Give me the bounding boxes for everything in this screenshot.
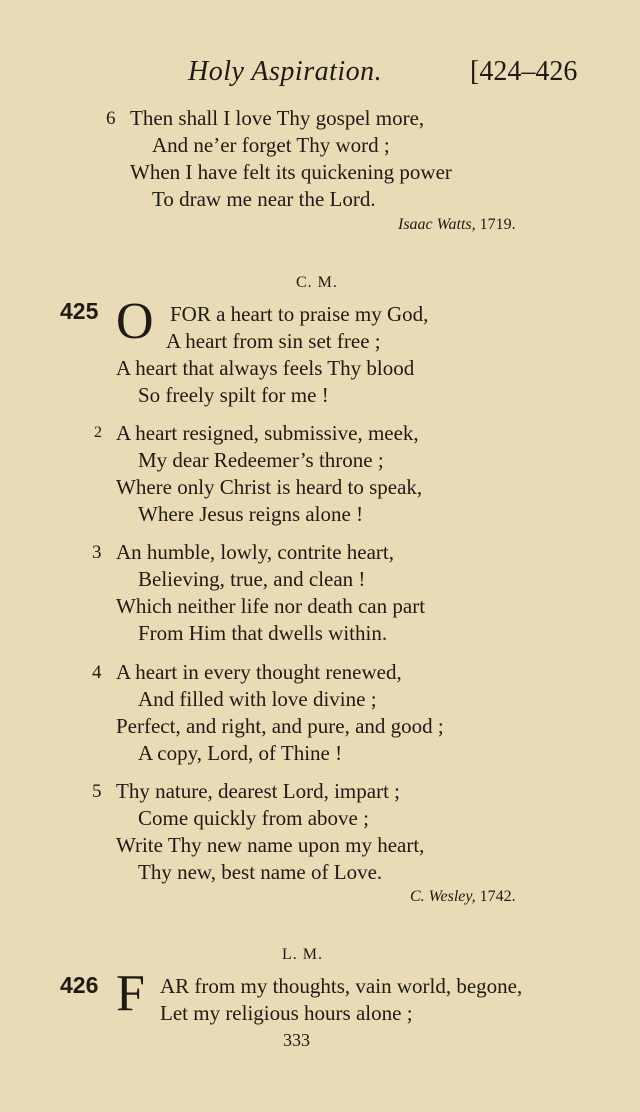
verse-line: A heart in every thought renewed, (116, 660, 402, 684)
verse-line: My dear Redeemer’s throne ; (138, 448, 384, 472)
verse-line: Then shall I love Thy gospel more, (130, 106, 425, 130)
hymn-426-number: 426 (60, 972, 99, 998)
verse-line: A copy, Lord, of Thine ! (138, 741, 343, 765)
verse-number: 6 (106, 108, 116, 129)
verse-line: To draw me near the Lord. (152, 187, 376, 211)
verse-number: 3 (92, 542, 102, 563)
verse-line: Perfect, and right, and pure, and good ; (116, 714, 444, 738)
verse-line: Thy new, best name of Love. (138, 860, 383, 884)
verse-line: From Him that dwells within. (138, 621, 388, 645)
author-name: C. Wesley, (410, 888, 476, 905)
author-year: 1719. (479, 216, 516, 233)
verse-line: Write Thy new name upon my heart, (116, 833, 425, 857)
hymn-426-dropcap: F (116, 965, 145, 1022)
verse-line: Let my religious hours alone ; (160, 1001, 413, 1025)
verse-line: A heart resigned, submissive, meek, (116, 421, 419, 445)
verse-line: When I have felt its quickening power (130, 160, 452, 184)
verse-line: Which neither life nor death can part (116, 594, 426, 618)
hymn-426-meter: L. M. (282, 946, 323, 963)
verse-line: Thy nature, dearest Lord, impart ; (116, 779, 400, 803)
verse-line: A heart that always feels Thy blood (116, 356, 415, 380)
verse-line: So freely spilt for me ! (138, 383, 329, 407)
verse-number: 4 (92, 662, 102, 683)
running-header-range: [424–426 (470, 56, 578, 87)
verse-line: Where only Christ is heard to speak, (116, 475, 423, 499)
verse-line: AR from my thoughts, vain world, begone, (160, 974, 523, 998)
author-year: 1742. (479, 888, 516, 905)
verse-line: FOR a heart to praise my God, (170, 302, 429, 326)
author-name: Isaac Watts, (398, 216, 476, 233)
verse-line: An humble, lowly, contrite heart, (116, 540, 394, 564)
verse-number: 2 (94, 424, 102, 441)
hymn-425-meter: C. M. (296, 274, 338, 291)
verse-line: Believing, true, and clean ! (138, 567, 366, 591)
hymn-424-attribution (398, 216, 516, 234)
page-number: 333 (283, 1030, 310, 1050)
verse-line: Where Jesus reigns alone ! (138, 502, 364, 526)
verse-line: Come quickly from above ; (138, 806, 369, 830)
verse-line: A heart from sin set free ; (166, 329, 381, 353)
hymn-425-dropcap: O (116, 293, 154, 350)
verse-line: And ne’er forget Thy word ; (152, 133, 390, 157)
hymn-425-number: 425 (60, 298, 99, 324)
hymn-425-attribution (410, 888, 516, 906)
running-header-title: Holy Aspiration. (188, 56, 383, 87)
verse-number: 5 (92, 781, 102, 802)
verse-line: And filled with love divine ; (138, 687, 377, 711)
